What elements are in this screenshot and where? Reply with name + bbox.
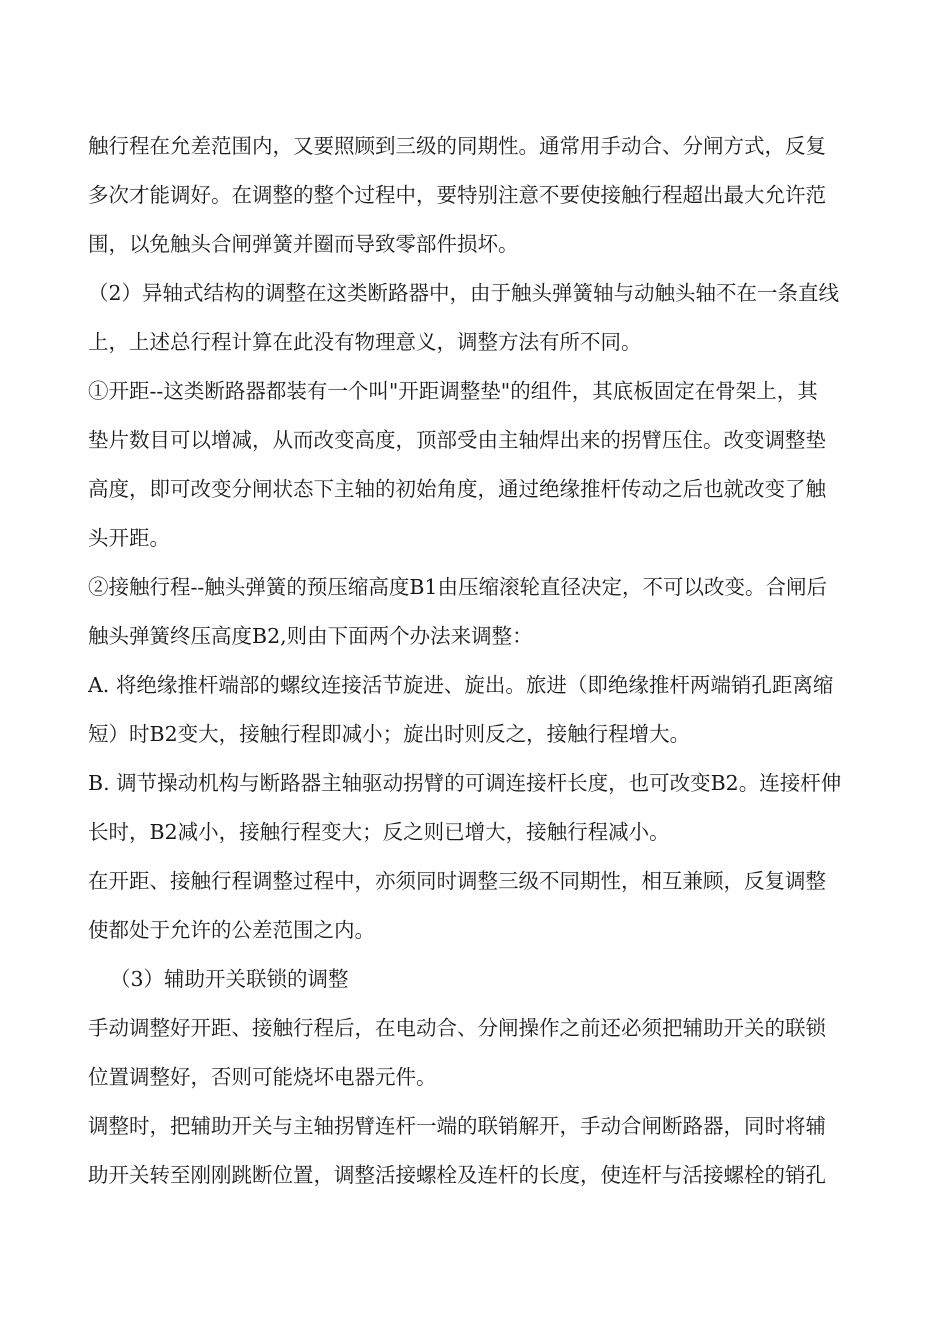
text-line: 短）时B2变大，接触行程即减小；旋出时则反之，接触行程增大。	[88, 722, 691, 746]
text-line: （2）异轴式结构的调整在这类断路器中，由于触头弹簧轴与动触头轴不在一条直线	[88, 281, 840, 305]
text-line: 围，以免触头合闸弹簧并圈而导致零部件损坏。	[88, 232, 519, 256]
text-line: 上，上述总行程计算在此没有物理意义，调整方法有所不同。	[88, 330, 642, 354]
text-line: 头开距。	[88, 526, 170, 550]
text-line: 调整时，把辅助开关与主轴拐臂连杆一端的联销解开，手动合闸断路器，同时将辅	[88, 1114, 826, 1138]
text-line: 使都处于允许的公差范围之内。	[88, 918, 375, 942]
text-line: A. 将绝缘推杆端部的螺纹连接活节旋进、旋出。旅进（即绝缘推杆两端销孔距离缩	[88, 673, 834, 697]
text-line: ②接触行程--触头弹簧的预压缩高度B1由压缩滚轮直径决定，不可以改变。合闸后	[88, 575, 827, 599]
text-line: 触头弹簧终压高度B2,则由下面两个办法来调整：	[88, 624, 533, 648]
text-line: 位置调整好，否则可能烧坏电器元件。	[88, 1065, 437, 1089]
text-line: 多次才能调好。在调整的整个过程中，要特别注意不要使接触行程超出最大允许范	[88, 183, 826, 207]
section-heading: （3）辅助开关联锁的调整	[110, 967, 349, 991]
text-line: 高度，即可改变分闸状态下主轴的初始角度，通过绝缘推杆传动之后也就改变了触	[88, 477, 826, 501]
document-body	[88, 122, 910, 1200]
text-line: 助开关转至刚刚跳断位置，调整活接螺栓及连杆的长度，使连杆与活接螺栓的销孔	[88, 1163, 826, 1187]
text-line: 在开距、接触行程调整过程中，亦须同时调整三级不同期性，相互兼顾，反复调整	[88, 869, 826, 893]
text-line: 手动调整好开距、接触行程后，在电动合、分闸操作之前还必须把辅助开关的联锁	[88, 1016, 826, 1040]
text-line: 触行程在允差范围内，又要照顾到三级的同期性。通常用手动合、分闸方式，反复	[88, 134, 826, 158]
text-line: ①开距--这类断路器都装有一个叫"开距调整垫"的组件，其底板固定在骨架上，其	[88, 379, 818, 403]
text-line: B. 调节操动机构与断路器主轴驱动拐臂的可调连接杆长度，也可改变B2。连接杆伸	[88, 771, 842, 795]
text-line: 长时，B2减小，接触行程变大；反之则已增大，接触行程减小。	[88, 820, 670, 844]
text-line: 垫片数目可以增减，从而改变高度，顶部受由主轴焊出来的拐臂压住。改变调整垫	[88, 428, 826, 452]
